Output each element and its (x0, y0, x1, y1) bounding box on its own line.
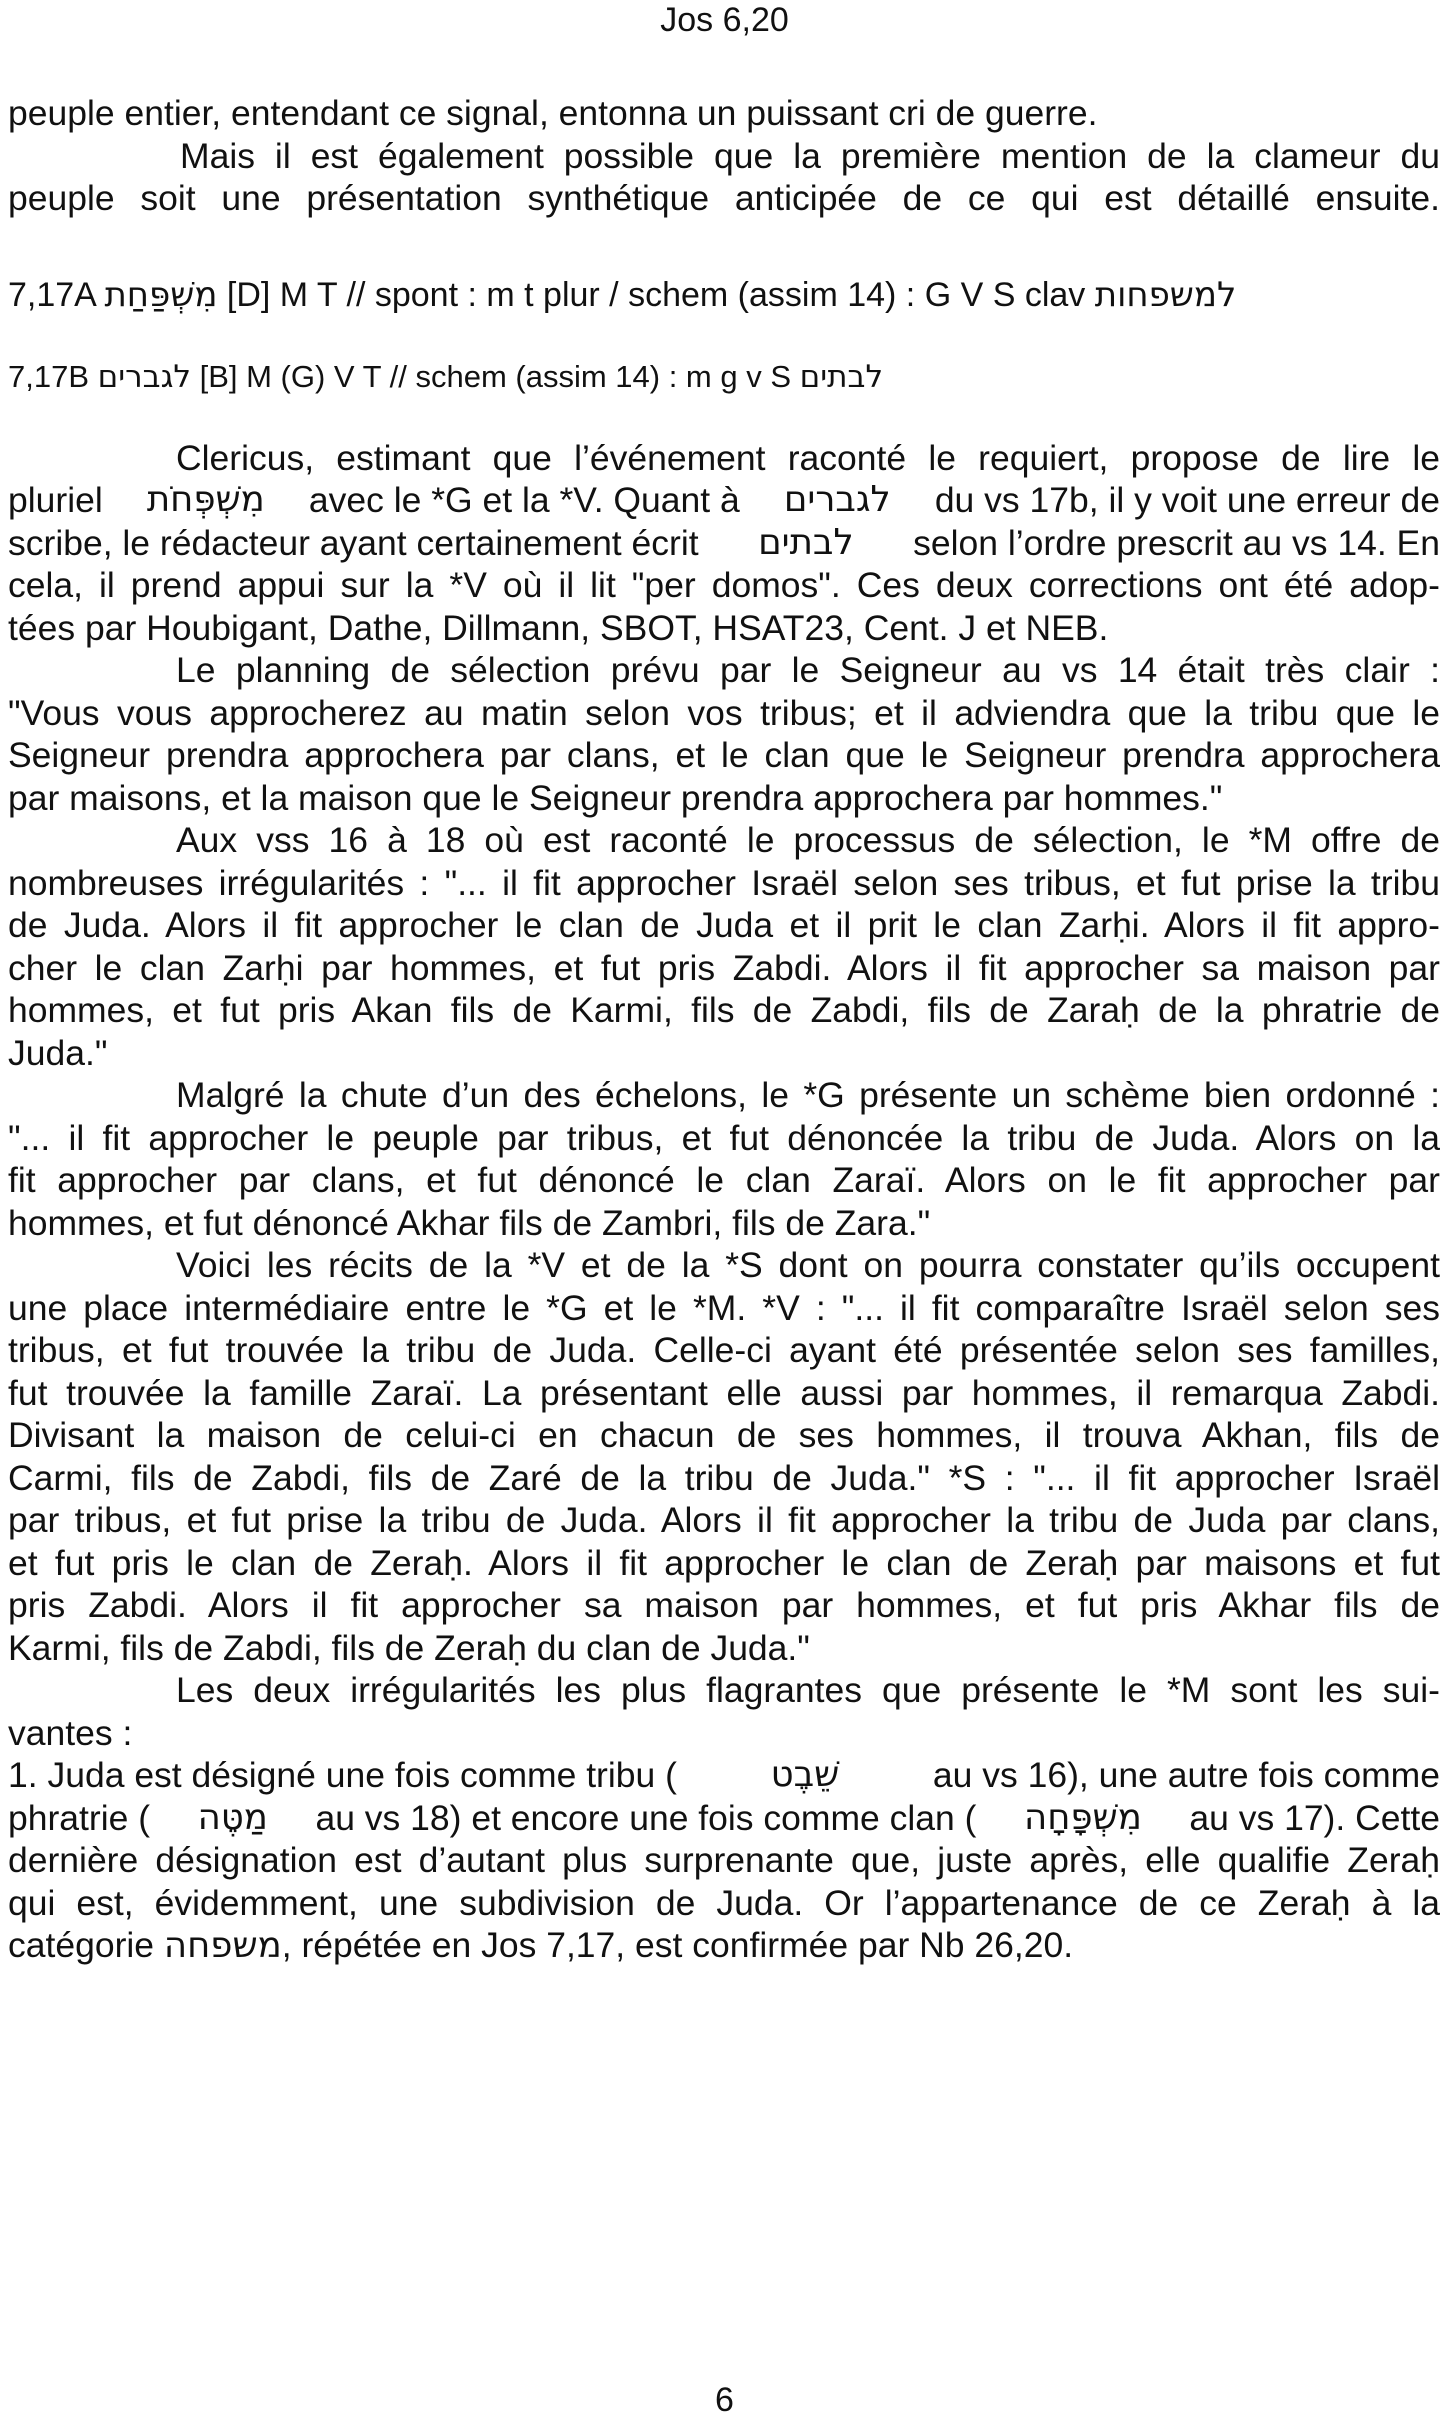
text-line: par maisons, et la maison que le Seigneur prendra approchera par hommes." (8, 777, 1223, 818)
critical-note-7-17b (8, 355, 1440, 399)
page-number: 6 (715, 2381, 734, 2419)
text-line: Mais il est également possible que la première mention de la clameur du (180, 135, 1440, 176)
text-line: Le planning de sélection prévu par le Seigneur au vs 14 était très clair : (176, 650, 1440, 690)
text-line: peuple entier, entendant ce signal, entonna un puissant cri de guerre. (8, 93, 1098, 133)
note-reference: 7,17A (8, 275, 95, 314)
text-line: phratrie ( מַטֶּה au vs 18) et encore une fois comme clan ( מִשְׁפָּחָה au vs 17). Cette (8, 1796, 1440, 1838)
text-line: Malgré la chute d’un des échelons, le *G présente un schème bien ordonné : (176, 1075, 1440, 1115)
text-line: "... il fit approcher le peuple par tribus, et fut dénoncée la tribu de Juda. Alors on la (8, 1117, 1440, 1158)
text-line: Seigneur prendra approchera par clans, et le clan que le Seigneur prendra approchera (8, 735, 1440, 775)
hebrew-word: משפחה (163, 1925, 282, 1966)
text-line: Karmi, fils de Zabdi, fils de Zeraḥ du clan de Juda." (8, 1627, 810, 1668)
text-line: catégorie משפחה, répétée en Jos 7,17, est confirmée par Nb 26,20. (8, 1925, 1074, 1966)
text-line: Carmi, fils de Zabdi, fils de Zaré de la tribu de Juda." *S : "... il fit approcher Israël (8, 1457, 1440, 1498)
text-line: tribus, et fut trouvée la tribu de Juda. Celle-ci ayant été présentée selon ses familles, (8, 1330, 1440, 1370)
text-line: nombreuses irrégularités : "... il fit approcher Israël selon ses tribus, et fut prise la tribu (8, 862, 1440, 903)
text-line: Divisant la maison de celui-ci en chacun de ses hommes, il trouva Akhan, fils de (8, 1415, 1440, 1455)
text-line: Les deux irrégularités les plus flagrantes que présente le *M sont les sui- (176, 1670, 1440, 1710)
text-line: pluriel מִשְׁפְּחֹת avec le *G et la *V. Quant à לגברים du vs 17b, il y voit une erreur de (8, 479, 1440, 520)
text-line: 1. Juda est désigné une fois comme tribu ( שֵׁבֶט au vs 16), une autre fois comme (8, 1754, 1440, 1795)
hebrew-reading: למשפחות (1094, 274, 1237, 315)
hebrew-word: לבתים (758, 521, 854, 563)
text-line: scribe, le rédacteur ayant certainement écrit לבתים selon l’ordre prescrit au vs 14. En (8, 521, 1440, 563)
text-line: Aux vss 16 à 18 où est raconté le processus de sélection, le *M offre de (176, 820, 1440, 860)
hebrew-word: שֵׁבֶט (770, 1754, 840, 1795)
text-line: Clericus, estimant que l’événement raconté le requiert, propose de lire le (176, 437, 1440, 478)
text-line: fit approcher par clans, et fut dénoncé le clan Zaraï. Alors on le fit approcher par (8, 1160, 1440, 1200)
text-line: fut trouvée la famille Zaraï. La présentant elle aussi par hommes, il remarqua Zabdi. (8, 1372, 1440, 1413)
text-line: cela, il prend appui sur la *V où il lit "per domos". Ces deux corrections ont été adop- (8, 565, 1440, 605)
text-line: Juda." (8, 1032, 108, 1073)
hebrew-word: מִשְׁפְּחֹת (146, 479, 265, 520)
text-line: hommes, et fut dénoncé Akhar fils de Zambri, fils de Zara." (8, 1202, 931, 1243)
hebrew-word: מִשְׁפָּחָה (1024, 1796, 1142, 1838)
text-line: et fut pris le clan de Zeraḥ. Alors il fit approcher le clan de Zeraḥ par maisons et fut (8, 1542, 1440, 1583)
text-line: peuple soit une présentation synthétique anticipée de ce qui est détaillé ensuite. (8, 178, 1440, 218)
text-line: cher le clan Zarḥi par hommes, et fut pris Zabdi. Alors il fit approcher sa maison par (8, 947, 1440, 988)
text-line: vantes : (8, 1712, 133, 1753)
text-line: tées par Houbigant, Dathe, Dillmann, SBOT, HSAT23, Cent. J et NEB. (8, 607, 1109, 648)
text-line: dernière désignation est d’autant plus surprenante que, juste après, elle qualifie Zeraḥ (8, 1840, 1440, 1880)
text-line: de Juda. Alors il fit approcher le clan de Juda et il prit le clan Zarḥi. Alors il fit appro- (8, 905, 1440, 945)
text-line: "Vous vous approcherez au matin selon vos tribus; et il adviendra que la tribu que le (8, 692, 1440, 733)
hebrew-word: לגברים (783, 479, 891, 520)
hebrew-lemma: לגברים (97, 358, 191, 395)
text-line: Voici les récits de la *V et de la *S dont on pourra constater qu’ils occupent (176, 1245, 1440, 1285)
text-line: qui est, évidemment, une subdivision de Juda. Or l’appartenance de ce Zeraḥ à la (8, 1882, 1440, 1923)
hebrew-lemma: מִשְׁפַּחַת (104, 274, 218, 315)
critical-note-7-17a (8, 273, 1440, 317)
hebrew-word: מַטֶּה (197, 1796, 268, 1838)
text-line: pris Zabdi. Alors il fit approcher sa maison par hommes, et fut pris Akhar fils de (8, 1585, 1440, 1625)
document-body (8, 92, 1440, 1967)
note-apparatus: [D] M T // spont : m t plur / schem (assim 14) : G V S clav (226, 275, 1086, 314)
running-header: Jos 6,20 (660, 1, 789, 39)
text-line: une place intermédiaire entre le *G et le *M. *V : "... il fit comparaître Israël selon ses (8, 1287, 1440, 1328)
note-apparatus: [B] M (G) V T // schem (assim 14) : m g v S (199, 358, 792, 394)
text-line: par tribus, et fut prise la tribu de Juda. Alors il fit approcher la tribu de Juda par clans, (8, 1500, 1440, 1540)
note-reference: 7,17B (8, 358, 90, 394)
hebrew-reading: לבתים (799, 358, 884, 395)
text-line: hommes, et fut pris Akan fils de Karmi, fils de Zabdi, fils de Zaraḥ de la phratrie de (8, 990, 1440, 1030)
